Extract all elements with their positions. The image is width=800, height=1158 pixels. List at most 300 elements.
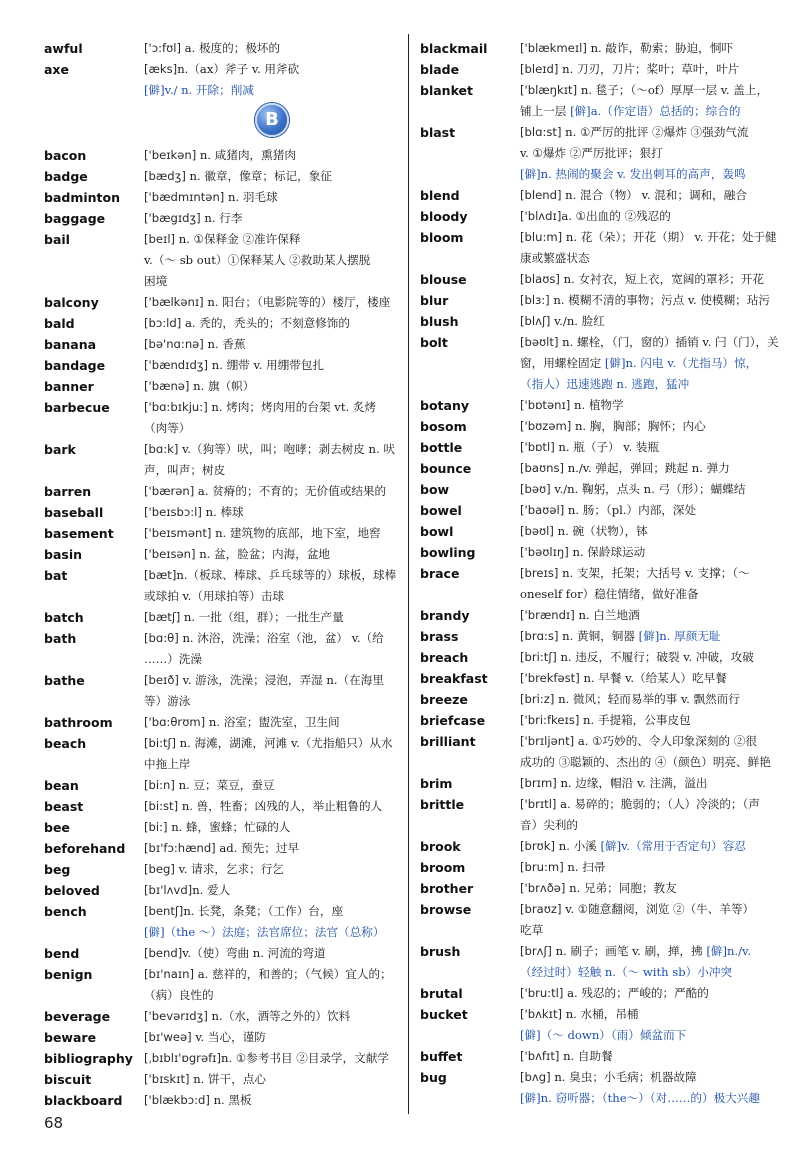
- dictionary-entry: [44, 1069, 400, 1090]
- definition-line: [144, 964, 400, 985]
- headword: bean: [44, 778, 79, 793]
- definition: [520, 605, 782, 626]
- definition-line: [144, 901, 400, 922]
- headword: basin: [44, 547, 83, 562]
- phonetic: ['bægɪdʒ]: [144, 211, 205, 225]
- definition-line: [144, 733, 400, 754]
- meaning-text: n.（水，酒等之外的）饮料: [211, 1009, 351, 1023]
- definition: [144, 502, 400, 523]
- definition: [520, 878, 782, 899]
- dictionary-entry: [420, 416, 782, 437]
- phonetic: [bɪ'lʌvd]: [144, 883, 193, 897]
- definition-line: [520, 878, 782, 899]
- definition: [144, 838, 400, 859]
- dictionary-entry: [420, 794, 782, 836]
- headword: beg: [44, 862, 71, 877]
- definition: [144, 1006, 400, 1027]
- headword: blanket: [420, 83, 473, 98]
- dictionary-entry: [44, 733, 400, 775]
- phonetic: [bəʊ]: [520, 482, 555, 496]
- definition-line: [144, 691, 400, 712]
- definition: [144, 817, 400, 838]
- meaning-text: v. ①随意翻阅，浏览 ②（牛、羊等）: [565, 902, 755, 916]
- phonetic: [bi:n]: [144, 778, 179, 792]
- definition-line: [520, 983, 782, 1004]
- definition: [144, 229, 400, 292]
- definition: [144, 901, 400, 943]
- definition-line: [520, 143, 782, 164]
- definition-line: [144, 250, 400, 271]
- phonetic: ['blæŋkɪt]: [520, 83, 581, 97]
- definition-line: [144, 775, 400, 796]
- meaning-text: n. 香蕉: [207, 337, 246, 351]
- definition: [520, 983, 782, 1004]
- dictionary-entry: [420, 605, 782, 626]
- dictionary-entry: [420, 437, 782, 458]
- meaning-text: n. 行李: [204, 211, 243, 225]
- definition-line: [520, 101, 782, 122]
- rare-meaning: [僻]n. 厚颜无耻: [638, 629, 721, 643]
- headword: beverage: [44, 1009, 111, 1024]
- phonetic: [brɪm]: [520, 776, 561, 790]
- headword: bat: [44, 568, 68, 583]
- definition-line: [144, 922, 400, 943]
- phonetic: ['blækmeɪl]: [520, 41, 591, 55]
- definition: [520, 332, 782, 395]
- definition-line: [144, 1090, 400, 1111]
- definition: [144, 397, 400, 439]
- dictionary-entry: [420, 479, 782, 500]
- phonetic: [bɪ'fɔ:hænd]: [144, 841, 220, 855]
- phonetic: [bleɪd]: [520, 62, 563, 76]
- definition: [144, 292, 400, 313]
- definition-line: [520, 1025, 782, 1046]
- phonetic: ['bʌkɪt]: [520, 1007, 566, 1021]
- meaning-text: n. 绷带 v. 用绷带包扎: [211, 358, 324, 372]
- headword: bug: [420, 1070, 447, 1085]
- definition-line: [520, 500, 782, 521]
- phonetic: [bentʃ]: [144, 904, 184, 918]
- dictionary-entry: [44, 145, 400, 166]
- headword: brass: [420, 629, 459, 644]
- phonetic: [bʌg]: [520, 1070, 555, 1084]
- definition: [520, 59, 782, 80]
- headword: bowling: [420, 545, 476, 560]
- meaning-text: 铺上一层: [520, 104, 571, 118]
- meaning-text: n. 黄铜，铜器: [562, 629, 639, 643]
- dictionary-entry: [44, 355, 400, 376]
- dictionary-entry: [44, 628, 400, 670]
- definition-line: [144, 880, 400, 901]
- definition-line: [144, 544, 400, 565]
- meaning-text: 声，叫声；树皮: [144, 463, 226, 477]
- headword: beware: [44, 1030, 97, 1045]
- definition: [520, 437, 782, 458]
- definition-line: [144, 166, 400, 187]
- definition-line: [144, 943, 400, 964]
- phonetic: [bi:tʃ]: [144, 736, 180, 750]
- phonetic: [blu:m]: [520, 230, 566, 244]
- meaning-text: 困境: [144, 274, 168, 288]
- dictionary-entry: [420, 458, 782, 479]
- headword: bolt: [420, 335, 448, 350]
- definition-line: [520, 647, 782, 668]
- definition-line: [520, 689, 782, 710]
- dictionary-entry: [44, 376, 400, 397]
- definition-line: [520, 731, 782, 752]
- meaning-text: 中拖上岸: [144, 757, 191, 771]
- definition: [520, 458, 782, 479]
- meaning-text: n. 小溪: [558, 839, 601, 853]
- phonetic: ['bænə]: [144, 379, 194, 393]
- definition-line: [144, 607, 400, 628]
- headword: blush: [420, 314, 459, 329]
- definition-line: [144, 502, 400, 523]
- left-entries-a: [44, 38, 400, 101]
- definition-line: [520, 416, 782, 437]
- definition: [144, 733, 400, 775]
- definition-line: [520, 521, 782, 542]
- meaning-text: n. 女衬衣，短上衣，宽阔的罩衫；开花: [563, 272, 764, 286]
- definition-line: [144, 38, 400, 59]
- rare-meaning: [僻]a.（作定语）总括的；综合的: [570, 104, 741, 118]
- headword: bowel: [420, 503, 462, 518]
- phonetic: ['beɪsən]: [144, 547, 200, 561]
- rare-meaning: [僻]n. 热闹的聚会 v. 发出刺耳的高声，轰鸣: [520, 167, 746, 181]
- meaning-text: n. ①严厉的批评 ②爆炸 ③强劲气流: [565, 125, 749, 139]
- definition-line: [144, 712, 400, 733]
- meaning-text: n. 花（朵）；开花（期） v. 开花；处于健: [565, 230, 777, 244]
- definition: [520, 395, 782, 416]
- headword: bucket: [420, 1007, 468, 1022]
- meaning-text: a. 易碎的；脆弱的；（人）冷淡的；（声: [560, 797, 760, 811]
- definition-line: [520, 1088, 782, 1109]
- definition: [520, 857, 782, 878]
- meaning-text: n./v. 弹起，弹回；跳起 n. 弹力: [567, 461, 730, 475]
- definition: [520, 563, 782, 605]
- definition-line: [144, 313, 400, 334]
- headword: beloved: [44, 883, 100, 898]
- definition: [520, 899, 782, 941]
- headword: brother: [420, 881, 474, 896]
- dictionary-entry: [420, 941, 782, 983]
- phonetic: [ˌbɪblɪ'ɒgrəfɪ]: [144, 1051, 221, 1065]
- rare-meaning: （经过时）轻触 n.（～ with sb）小冲突: [520, 965, 733, 979]
- rare-meaning: [僻]v./ n. 开除；削减: [144, 83, 254, 97]
- right-entries: [420, 38, 782, 1109]
- phonetic: [bɑ:θ]: [144, 631, 183, 645]
- meaning-text: n. 饼干，点心: [193, 1072, 267, 1086]
- meaning-text: v./n. 脸红: [554, 314, 605, 328]
- definition-line: [144, 460, 400, 481]
- phonetic: ['bevərɪdʒ]: [144, 1009, 212, 1023]
- headword: badminton: [44, 190, 121, 205]
- dictionary-entry: [420, 668, 782, 689]
- definition: [520, 122, 782, 185]
- headword: baggage: [44, 211, 106, 226]
- headword: brim: [420, 776, 453, 791]
- meaning-text: n. 植物学: [573, 398, 624, 412]
- meaning-text: n. 敲诈，勒索；胁迫，恫吓: [590, 41, 733, 55]
- headword: bottle: [420, 440, 463, 455]
- dictionary-entry: [44, 229, 400, 292]
- meaning-text: ……）洗澡: [144, 652, 202, 666]
- phonetic: ['bri:fkeɪs]: [520, 713, 584, 727]
- phonetic: ['blækbɔ:d]: [144, 1093, 214, 1107]
- phonetic: [bə'nɑ:nə]: [144, 337, 208, 351]
- definition-line: [144, 859, 400, 880]
- definition-line: [520, 269, 782, 290]
- headword: bandage: [44, 358, 106, 373]
- definition: [520, 542, 782, 563]
- definition: [520, 80, 782, 122]
- meaning-text: n. ①参考书目 ②目录学，文献学: [220, 1051, 390, 1065]
- phonetic: ['brændɪ]: [520, 608, 579, 622]
- definition-line: [520, 941, 782, 962]
- phonetic: [brɑ:s]: [520, 629, 563, 643]
- definition-line: [520, 248, 782, 269]
- meaning-text: n. 模糊不清的事物；污点 v. 使模糊；玷污: [553, 293, 770, 307]
- definition-line: [520, 752, 782, 773]
- definition-line: [520, 290, 782, 311]
- dictionary-entry: [420, 983, 782, 1004]
- definition: [144, 943, 400, 964]
- headword: beach: [44, 736, 87, 751]
- dictionary-entry: [44, 964, 400, 1006]
- definition: [520, 416, 782, 437]
- definition: [144, 166, 400, 187]
- headword: brilliant: [420, 734, 476, 749]
- dictionary-entry: [420, 80, 782, 122]
- meaning-text: 吃草: [520, 923, 544, 937]
- definition-line: [144, 355, 400, 376]
- definition: [144, 607, 400, 628]
- definition-line: [144, 439, 400, 460]
- definition: [144, 544, 400, 565]
- headword: briefcase: [420, 713, 486, 728]
- rare-meaning: （指人）迅速逃跑 n. 逃跑，猛冲: [520, 377, 690, 391]
- meaning-text: n. ①保释金 ②准许保释: [178, 232, 301, 246]
- meaning-text: n. 咸猪肉，熏猪肉: [199, 148, 296, 162]
- rare-meaning: [僻]v.（常用于否定句）容忍: [600, 839, 746, 853]
- rare-meaning: [僻]（the ～）法庭；法官席位；法官（总称）: [144, 925, 385, 939]
- headword: badge: [44, 169, 88, 184]
- definition-line: [520, 1067, 782, 1088]
- phonetic: [brʌʃ]: [520, 944, 556, 958]
- headword: breach: [420, 650, 469, 665]
- headword: bow: [420, 482, 450, 497]
- definition-line: [144, 418, 400, 439]
- dictionary-entry: [44, 859, 400, 880]
- dictionary-entry: [44, 397, 400, 439]
- rare-meaning: [僻]n./v.: [706, 944, 751, 958]
- meaning-text: 等）游泳: [144, 694, 191, 708]
- meaning-text: n. 盆，脸盆；内海，盆地: [199, 547, 331, 561]
- definition: [520, 1004, 782, 1046]
- definition: [520, 479, 782, 500]
- dictionary-entry: [44, 292, 400, 313]
- definition: [520, 668, 782, 689]
- dictionary-entry: [44, 670, 400, 712]
- dictionary-entry: [420, 332, 782, 395]
- definition: [520, 500, 782, 521]
- definition-line: [144, 817, 400, 838]
- definition-line: [520, 353, 782, 374]
- phonetic: [beg]: [144, 862, 179, 876]
- headword: bathroom: [44, 715, 113, 730]
- dictionary-entry: [44, 187, 400, 208]
- meaning-text: n. 胸，胸部；胸怀；内心: [574, 419, 706, 433]
- definition-line: [144, 334, 400, 355]
- definition: [144, 796, 400, 817]
- definition-line: [144, 59, 400, 80]
- meaning-text: v.（狗等）吠，叫；咆哮；剥去树皮 n. 吠: [182, 442, 395, 456]
- phonetic: [beɪl]: [144, 232, 179, 246]
- dictionary-entry: [44, 880, 400, 901]
- phonetic: [bri:z]: [520, 692, 559, 706]
- phonetic: [bætʃ]: [144, 610, 184, 624]
- meaning-text: n. 支架，托架；大括号 v. 支撑；（～: [562, 566, 750, 580]
- meaning-text: n.（板球、棒球、乒乓球等的）球板，球棒: [176, 568, 397, 582]
- phonetic: ['brekfəst]: [520, 671, 584, 685]
- dictionary-entry: [420, 500, 782, 521]
- phonetic: ['bɑ:θrʊm]: [144, 715, 209, 729]
- meaning-text: 或球拍 v.（用球拍等）击球: [144, 589, 285, 603]
- headword: baseball: [44, 505, 104, 520]
- headword: blast: [420, 125, 456, 140]
- definition: [520, 38, 782, 59]
- headword: bibliography: [44, 1051, 133, 1066]
- definition-line: [520, 542, 782, 563]
- dictionary-entry: [420, 1046, 782, 1067]
- headword: awful: [44, 41, 83, 56]
- definition-line: [520, 710, 782, 731]
- definition-line: [520, 332, 782, 353]
- definition-line: [144, 187, 400, 208]
- meaning-text: n. 长凳，条凳；（工作）台，座: [183, 904, 344, 918]
- dictionary-entry: [420, 1067, 782, 1109]
- definition-line: [520, 1004, 782, 1025]
- headword: brace: [420, 566, 460, 581]
- dictionary-entry: [420, 689, 782, 710]
- phonetic: ['bəʊlɪŋ]: [520, 545, 573, 559]
- definition-line: [520, 794, 782, 815]
- definition: [144, 775, 400, 796]
- dictionary-entry: [44, 838, 400, 859]
- rare-meaning: [僻]n. 闪电 v.（尤指马）惊，: [604, 356, 758, 370]
- meaning-text: ad. 预先；过早: [219, 841, 300, 855]
- meaning-text: n. 边缘，帽沿 v. 注满，溢出: [560, 776, 708, 790]
- headword: bowl: [420, 524, 454, 539]
- dictionary-entry: [420, 878, 782, 899]
- definition-line: [520, 437, 782, 458]
- headword: blur: [420, 293, 449, 308]
- definition-line: [144, 1006, 400, 1027]
- meaning-text: v. 请求，乞求；行乞: [178, 862, 284, 876]
- dictionary-entry: [44, 313, 400, 334]
- headword: bathe: [44, 673, 85, 688]
- dictionary-entry: [44, 565, 400, 607]
- meaning-text: n. 羽毛球: [228, 190, 278, 204]
- meaning-text: n. 瓶（子） v. 装瓶: [558, 440, 660, 454]
- headword: banner: [44, 379, 94, 394]
- headword: balcony: [44, 295, 99, 310]
- phonetic: [bru:m]: [520, 860, 568, 874]
- phonetic: [blɑ:st]: [520, 125, 566, 139]
- definition: [144, 670, 400, 712]
- dictionary-entry: [44, 523, 400, 544]
- definition-line: [144, 670, 400, 691]
- meaning-text: 康或繁盛状态: [520, 251, 590, 265]
- headword: blackboard: [44, 1093, 123, 1108]
- definition-line: [144, 586, 400, 607]
- headword: botany: [420, 398, 469, 413]
- phonetic: [bəʊl]: [520, 524, 558, 538]
- phonetic: [brʊk]: [520, 839, 559, 853]
- meaning-text: n. 兄弟；同胞；教友: [569, 881, 677, 895]
- meaning-text: n. 毯子；（～of）厚厚一层 v. 盖上，: [580, 83, 769, 97]
- dictionary-entry: [44, 502, 400, 523]
- definition-line: [520, 458, 782, 479]
- definition: [144, 1048, 400, 1069]
- dictionary-entry: [44, 1090, 400, 1111]
- phonetic: [bɪ'naɪn]: [144, 967, 198, 981]
- headword: breakfast: [420, 671, 488, 686]
- definition: [520, 710, 782, 731]
- meaning-text: n. 扫帚: [567, 860, 606, 874]
- definition-line: [520, 227, 782, 248]
- dictionary-entry: [420, 290, 782, 311]
- headword: bark: [44, 442, 76, 457]
- meaning-text: n. 兽，牲畜；凶残的人，举止粗鲁的人: [181, 799, 383, 813]
- phonetic: ['bælkənɪ]: [144, 295, 208, 309]
- dictionary-entry: [420, 269, 782, 290]
- meaning-text: a. 极度的；极坏的: [184, 41, 281, 55]
- definition: [144, 208, 400, 229]
- phonetic: [braʊz]: [520, 902, 566, 916]
- phonetic: ['beɪsbɔ:l]: [144, 505, 206, 519]
- dictionary-entry: [44, 1048, 400, 1069]
- meaning-text: n. 违反，不履行；破裂 v. 冲破，攻破: [560, 650, 754, 664]
- meaning-text: （病）良性的: [144, 988, 214, 1002]
- meaning-text: n. 爱人: [192, 883, 231, 897]
- headword: banana: [44, 337, 97, 352]
- dictionary-entry: [420, 1004, 782, 1046]
- meaning-text: n. 螺栓，（门，窗的）插销 v. 闩（门），关: [562, 335, 779, 349]
- page-number: 68: [44, 1114, 64, 1132]
- meaning-text: n. 黑板: [213, 1093, 252, 1107]
- headword: bend: [44, 946, 80, 961]
- headword: blade: [420, 62, 460, 77]
- definition: [520, 311, 782, 332]
- definition: [520, 269, 782, 290]
- definition-line: [144, 523, 400, 544]
- phonetic: [æks]: [144, 62, 178, 76]
- dictionary-entry: [420, 521, 782, 542]
- definition-line: [144, 397, 400, 418]
- phonetic: [bi:]: [144, 820, 172, 834]
- dictionary-entry: [420, 836, 782, 857]
- meaning-text: a. 慈祥的，和善的；（气候）宜人的；: [197, 967, 392, 981]
- definition-line: [520, 185, 782, 206]
- dictionary-entry: [44, 38, 400, 59]
- headword: batch: [44, 610, 84, 625]
- definition-line: [144, 292, 400, 313]
- definition-line: [520, 899, 782, 920]
- definition-line: [144, 565, 400, 586]
- headword: bloom: [420, 230, 464, 245]
- definition-line: [520, 206, 782, 227]
